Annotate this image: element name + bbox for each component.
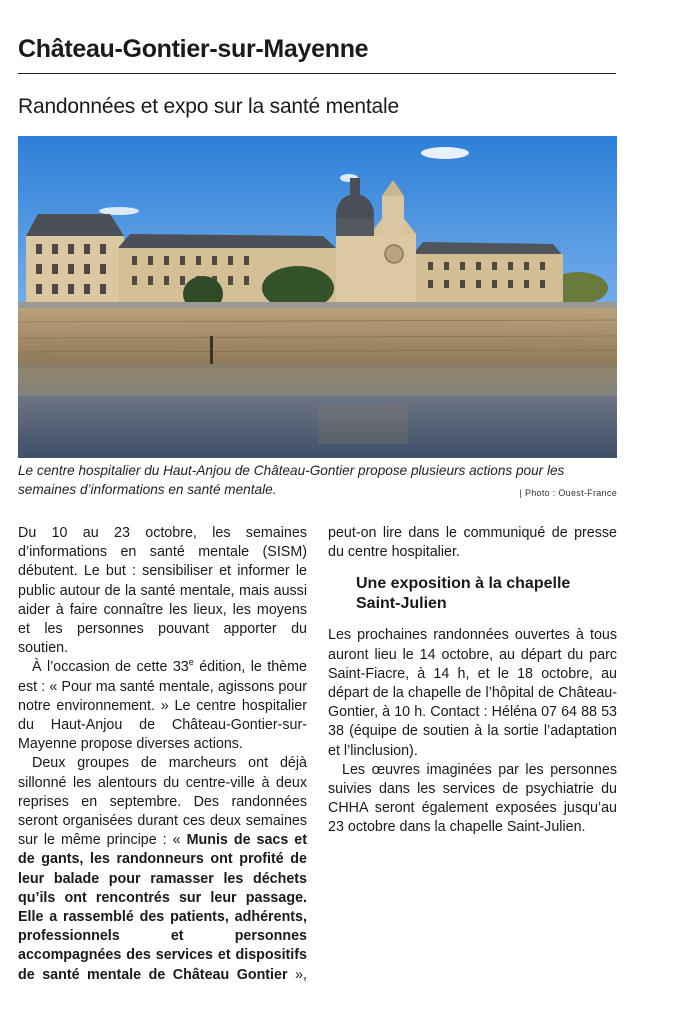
dome-drum [336,218,374,236]
caption-text: Le centre hospitalier du Haut-Anjou de Château-Gontier propose plusieurs actions pour les semaines d’informations en santé mentale. [18,463,565,497]
superscript: e [188,657,194,668]
title-divider [18,73,616,74]
cloud [421,147,469,159]
cloud [99,207,139,215]
article-column-left [18,524,617,1002]
reflection [18,368,617,396]
dome-lantern [350,178,360,198]
main-roof [118,234,338,250]
article-headline: Randonnées et expo sur la santé mentale [18,95,399,118]
paragraph: Les prochaines randonnées ouvertes à tous auront lieu le 14 octobre, au départ du parc Saint-Fiacre, à 14 h, et le 18 octobre, au départ de la chapelle de l’hôpital de Château-Gontier, à 10 h. Contact : Héléna 07 64 88 53 38 (équipe de soutien à la sortie l’adaptation et l’linclusion). [328,627,617,759]
reflection [318,404,408,444]
paragraph [18,658,307,754]
photo-credit: | Photo : Ouest-France [519,488,617,498]
railing [18,302,617,308]
paragraph-text: À l’occasion de cette 33 [32,659,189,676]
chapel-body [336,234,416,306]
section-subheading: Une exposition à la chapelle Saint-Julien [356,575,571,613]
left-roof [26,214,124,236]
paragraph: Du 10 au 23 octobre, les semaines d’informations en santé mentale (SISM) débutent. Le but : sensibiliser et informer le public autour de la santé mentale, mais aussi aider à faire connaître les lieux, les moyens et les personnes pouvant apporter du soutien. [18,525,307,657]
paragraph-text: édition, le thème est : « Pour ma santé mentale, agissons pour notre environnement. » Le centre hospitalier du Haut-Anjou de Château-Gontier-sur-Mayenne propose diverses actions. [18,659,307,753]
right-wing [413,254,563,304]
paragraph-text: », peut-on lire dans le communiqué de presse du centre hospitalier. [287,525,617,983]
hospital-photo [18,136,617,458]
quote-bold: Munis de sacs et de gants, les randonneurs ont profité de leur balade pour ramasser les déchets qu’ils ont rencontrés sur leur passage. Elle a rassemblé des patients, adhérents, professionnels et personnes accompagnées des services et dispositifs de santé mentale de Château Gontier [18,832,307,983]
paragraph: Les œuvres imaginées par les personnes suivies dans les services de psychiatrie du CHHA seront également exposées jusqu’au 23 octobre dans la chapelle Saint-Julien. [328,761,617,836]
town-title: Château-Gontier-sur-Mayenne [18,35,369,63]
right-roof [413,242,563,256]
rose-window [385,245,403,263]
chapel-tower [382,196,404,236]
paragraph-text: Deux groupes de marcheurs ont déjà sillonné les alentours du centre-ville à deux reprises en septembre. Des randonnées seront organisées durant ces deux semaines sur le même principe : « [18,755,307,849]
